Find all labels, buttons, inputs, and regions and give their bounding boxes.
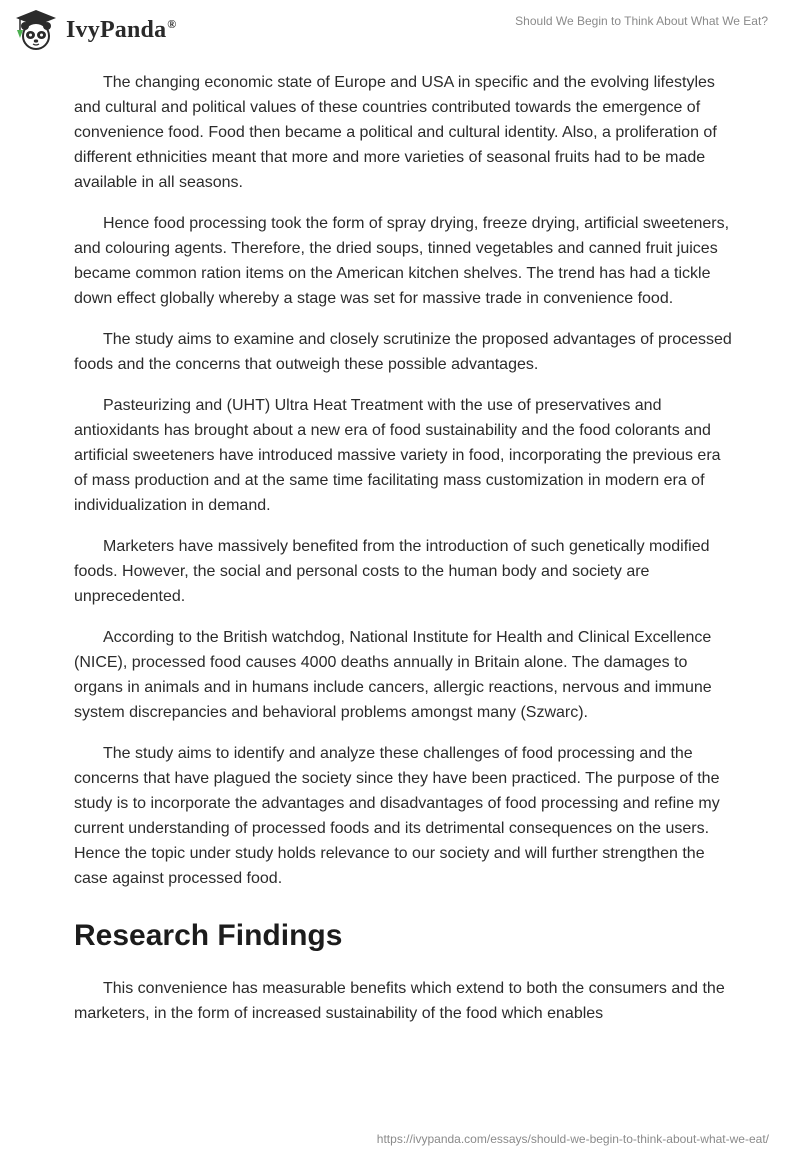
section-heading: Research Findings (74, 919, 343, 952)
body-paragraph: This convenience has measurable benefits which extend to both the consumers and the marketers, in the form of increased sustainability of the food which enables (74, 980, 725, 1022)
body-paragraph: Hence food processing took the form of spray drying, freeze drying, artificial sweeteners, and colouring agents. Therefore, the dried soups, tinned vegetables and canned fruit juices became common ration items on the American kitchen shelves. The trend has had a tickle down effect globally whereby a stage was set for massive trade in convenience food. (74, 215, 730, 307)
document-title: Should We Begin to Think About What We Eat? (515, 14, 768, 28)
body-paragraph: The changing economic state of Europe and USA in specific and the evolving lifestyles and cultural and political values of these countries contributed towards the emergence of convenience food. Food then became a political and cultural identity. Also, a proliferation of different ethnicities meant that more and more varieties of seasonal fruits had to be made available in all seasons. (74, 74, 717, 191)
body-paragraph: Marketers have massively benefited from the introduction of such genetically modified foods. However, the social and personal costs to the human body and society are unprecedented. (74, 538, 710, 605)
body-paragraph: According to the British watchdog, National Institute for Health and Clinical Excellence (NICE), processed food causes 4000 deaths annually in Britain alone. The damages to organs in animals and in humans include cancers, allergic reactions, nervous and immune system discrepancies and behavioral problems amongst many (Szwarc). (74, 629, 712, 721)
ivypanda-logo[interactable] (12, 8, 176, 52)
panda-graduate-icon (12, 8, 60, 52)
body-paragraph: The study aims to examine and closely scrutinize the proposed advantages of processed foods and the concerns that outweigh these possible advantages. (74, 331, 732, 373)
page-header (0, 0, 800, 60)
source-url[interactable]: https://ivypanda.com/essays/should-we-begin-to-think-about-what-we-eat/ (376, 1132, 769, 1146)
essay-body (74, 70, 734, 1042)
body-paragraph: Pasteurizing and (UHT) Ultra Heat Treatment with the use of preservatives and antioxidants has brought about a new era of food sustainability and the food colorants and artificial sweeteners have introduced massive variety in food, incorporating the previous era of mass production and at the same time facilitating mass customization in modern era of individualization in demand. (74, 397, 721, 514)
brand-name: IvyPanda® (66, 16, 177, 43)
body-paragraph: The study aims to identify and analyze these challenges of food processing and the concerns that have plagued the society since they have been practiced. The purpose of the study is to incorporate the advantages and disadvantages of food processing and refine my current understanding of processed foods and its detrimental consequences on the users. Hence the topic under study holds relevance to our society and will further strengthen the case against processed food. (74, 745, 720, 887)
registered-mark: ® (167, 16, 177, 31)
